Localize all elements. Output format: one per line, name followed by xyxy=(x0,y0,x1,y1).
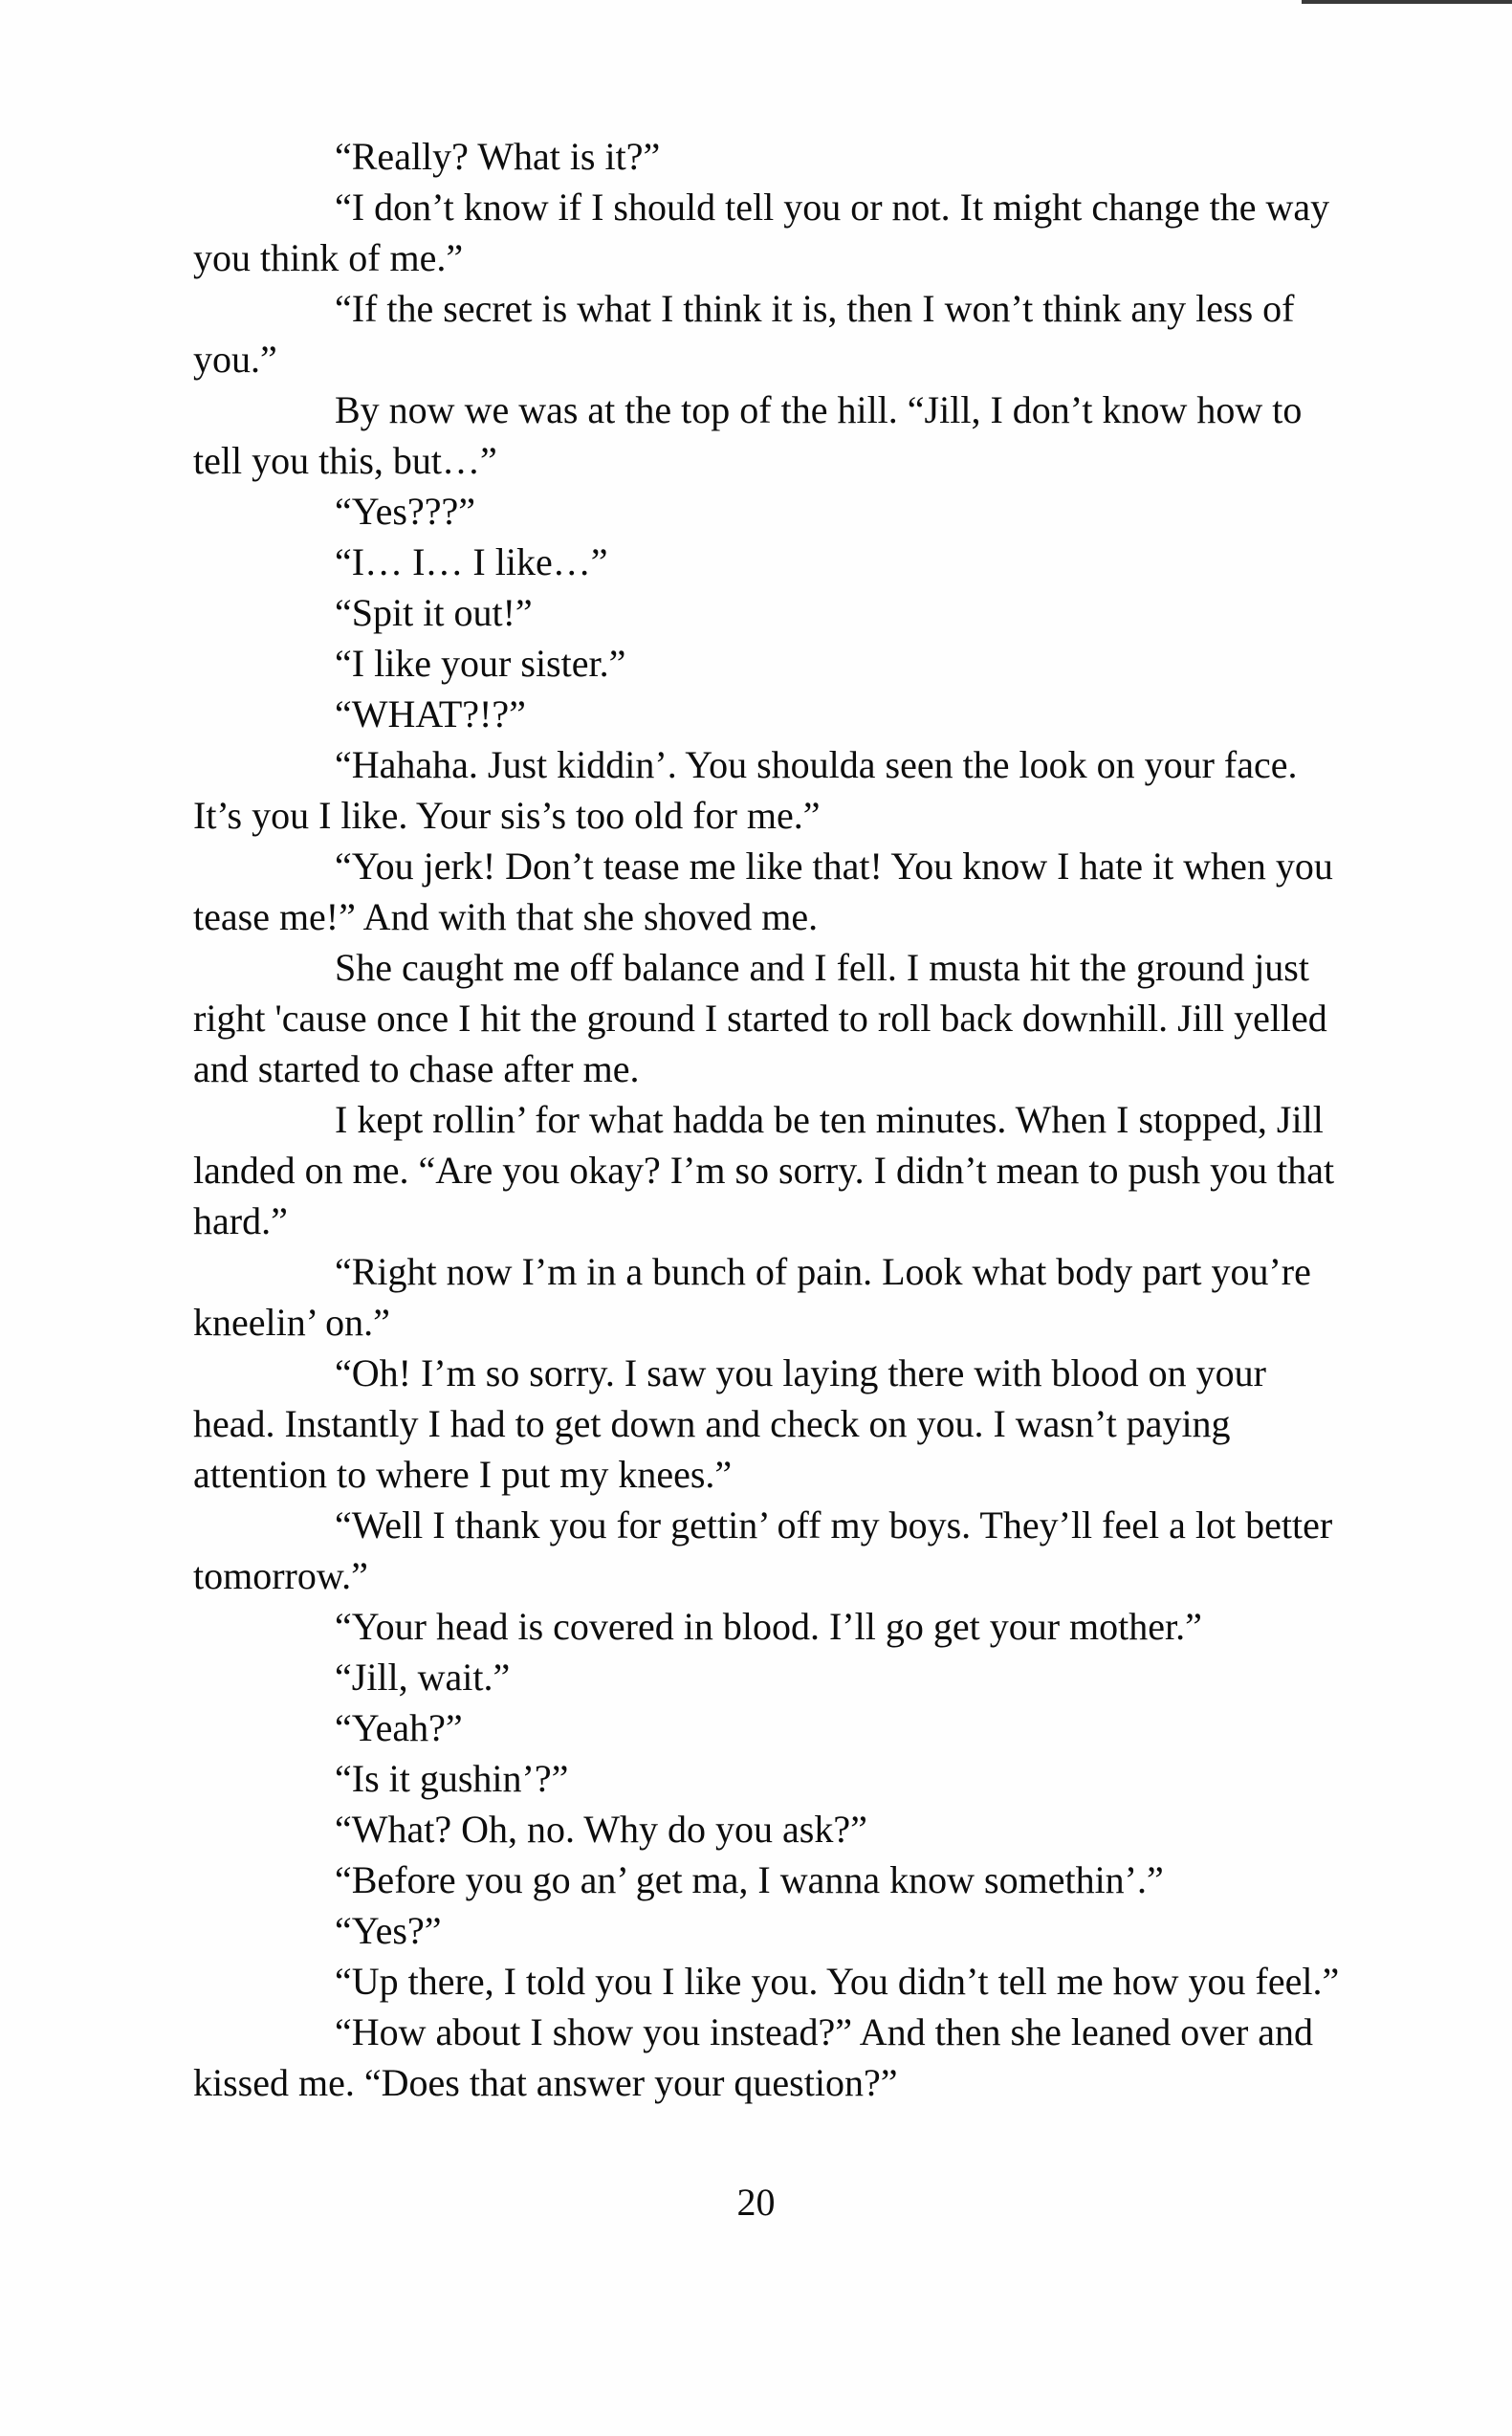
paragraph: “Well I thank you for gettin’ off my boys. They’ll feel a lot better tomorrow.” xyxy=(193,1503,1333,1597)
paragraph: “Oh! I’m so sorry. I saw you laying there with blood on your head. Instantly I had to get down and check on you. I wasn’t paying attention to where I put my knees.” xyxy=(193,1351,1266,1496)
paragraph: “Spit it out!” xyxy=(335,591,533,634)
paragraph: “WHAT?!?” xyxy=(335,692,526,735)
page-number: 20 xyxy=(736,2181,776,2224)
paragraph: “If the secret is what I think it is, then I won’t think any less of you.” xyxy=(193,287,1295,381)
paragraph: “How about I show you instead?” And then she leaned over and kissed me. “Does that answer your question?” xyxy=(193,2010,1314,2104)
paragraph: She caught me off balance and I fell. I musta hit the ground just right 'cause once I hit the ground I started to roll back downhill. Jill yelled and started to chase after me. xyxy=(193,946,1327,1090)
paragraph: “Yes???” xyxy=(335,490,475,533)
paragraph: “Really? What is it?” xyxy=(335,135,661,178)
paragraph: “Yeah?” xyxy=(335,1706,463,1749)
paragraph: “What? Oh, no. Why do you ask?” xyxy=(335,1808,867,1851)
paragraph: “I like your sister.” xyxy=(335,642,626,685)
paragraph: I kept rollin’ for what hadda be ten minutes. When I stopped, Jill landed on me. “Are you okay? I’m so sorry. I didn’t mean to push you that hard.” xyxy=(193,1098,1335,1242)
paragraph: “You jerk! Don’t tease me like that! You know I hate it when you tease me!” And with that she shoved me. xyxy=(193,845,1333,938)
paragraph: “Yes?” xyxy=(335,1909,442,1952)
paragraph: “Jill, wait.” xyxy=(335,1656,511,1699)
paragraph: “Up there, I told you I like you. You didn’t tell me how you feel.” xyxy=(335,1960,1340,2003)
paragraph: “Is it gushin’?” xyxy=(335,1757,569,1800)
paragraph: “Hahaha. Just kiddin’. You shoulda seen the look on your face. It’s you I like. Your sis’s too old for me.” xyxy=(193,743,1298,837)
paragraph: “Before you go an’ get ma, I wanna know somethin’.” xyxy=(335,1858,1164,1901)
paragraph: By now we was at the top of the hill. “Jill, I don’t know how to tell you this, but…” xyxy=(193,388,1303,482)
paragraph: “I don’t know if I should tell you or not. It might change the way you think of me.” xyxy=(193,186,1330,279)
paragraph: “Right now I’m in a bunch of pain. Look what body part you’re kneelin’ on.” xyxy=(193,1250,1311,1344)
paragraph: “Your head is covered in blood. I’ll go get your mother.” xyxy=(335,1605,1202,1648)
paragraph: “I… I… I like…” xyxy=(335,540,608,583)
story-text xyxy=(193,131,1350,2108)
scan-edge-line xyxy=(1302,0,1512,4)
